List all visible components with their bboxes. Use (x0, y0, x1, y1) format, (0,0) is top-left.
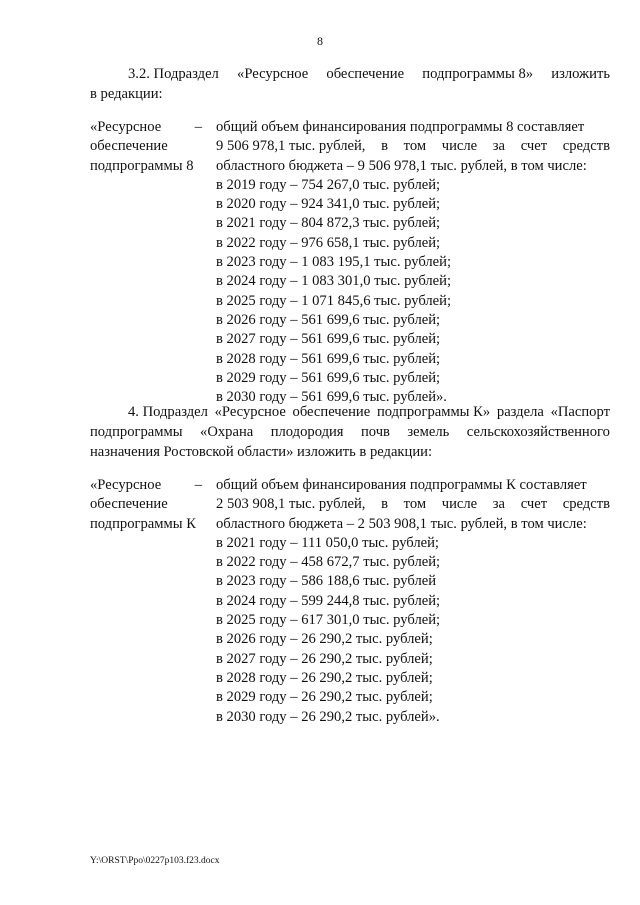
intro-line: 2 503 908,1 тыс. рублей, в том числе за счет средств (216, 496, 610, 513)
year-funding-line: в 2023 году – 586 188,6 тыс. рублей (216, 573, 437, 590)
section-4-line1: 4. Подраздел «Ресурсное обеспечение подпрограммы К» раздела «Паспорт (128, 404, 610, 420)
year-funding-line: в 2029 году – 561 699,6 тыс. рублей; (216, 369, 441, 386)
resource-text-8 (216, 118, 610, 407)
year-funding-line: в 2025 году – 1 071 845,6 тыс. рублей; (216, 292, 452, 309)
intro-line: 9 506 978,1 тыс. рублей, в том числе за счет средств (216, 138, 610, 155)
year-funding-line: в 2019 году – 754 267,0 тыс. рублей; (216, 176, 441, 193)
intro-line: общий объем финансирования подпрограммы К составляет (216, 477, 587, 493)
year-funding-line: в 2022 году – 976 658,1 тыс. рублей; (216, 234, 441, 251)
year-funding-line: в 2027 году – 26 290,2 тыс. рублей; (216, 650, 433, 667)
section-3-2-line2: в редакции: (90, 86, 163, 102)
year-funding-line: в 2024 году – 599 244,8 тыс. рублей; (216, 592, 441, 609)
section-4-line3: назначения Ростовской области» изложить в редакции: (90, 444, 433, 460)
year-funding-line: в 2030 году – 561 699,6 тыс. рублей». (216, 389, 447, 406)
year-funding-line: в 2020 году – 924 341,0 тыс. рублей; (216, 196, 441, 213)
year-funding-line: в 2028 году – 561 699,6 тыс. рублей; (216, 350, 441, 367)
intro-line: областного бюджета – 2 503 908,1 тыс. рублей, в том числе: (216, 515, 587, 532)
year-funding-line: в 2028 году – 26 290,2 тыс. рублей; (216, 669, 433, 686)
year-funding-line: в 2021 году – 804 872,3 тыс. рублей; (216, 215, 441, 232)
year-funding-line: в 2026 году – 561 699,6 тыс. рублей; (216, 311, 441, 328)
year-funding-line: в 2023 году – 1 083 195,1 тыс. рублей; (216, 254, 452, 271)
year-funding-line: в 2030 году – 26 290,2 тыс. рублей». (216, 708, 440, 725)
section-3-2-paragraph (90, 64, 610, 104)
year-funding-line: в 2026 году – 26 290,2 тыс. рублей; (216, 631, 433, 648)
intro-line: общий объем финансирования подпрограммы 8 составляет (216, 119, 585, 135)
year-funding-line: в 2021 году – 111 050,0 тыс. рублей; (216, 534, 439, 551)
section-4-line2: подпрограммы «Охрана плодородия почв земель сельскохозяйственного (90, 424, 610, 440)
resource-label-k: «Ресурсное – обеспечение подпрограммы К (90, 477, 202, 532)
intro-line: областного бюджета – 9 506 978,1 тыс. рублей, в том числе: (216, 157, 587, 174)
year-funding-line: в 2029 году – 26 290,2 тыс. рублей; (216, 689, 433, 706)
year-funding-line: в 2022 году – 458 672,7 тыс. рублей; (216, 554, 441, 571)
section-3-2-line1: 3.2. Подраздел «Ресурсное обеспечение подпрограммы 8» изложить (128, 66, 610, 82)
resource-label-8: «Ресурсное – обеспечение подпрограммы 8 (90, 119, 202, 174)
resource-text-k (216, 476, 610, 727)
section-4-paragraph (90, 402, 610, 462)
page-number: 8 (317, 34, 323, 48)
year-funding-line: в 2024 году – 1 083 301,0 тыс. рублей; (216, 273, 452, 290)
footer-file-path: Y:\ORST\Ppo\0227p103.f23.docx (90, 856, 220, 866)
year-funding-line: в 2025 году – 617 301,0 тыс. рублей; (216, 612, 441, 629)
year-funding-line: в 2027 году – 561 699,6 тыс. рублей; (216, 331, 441, 348)
